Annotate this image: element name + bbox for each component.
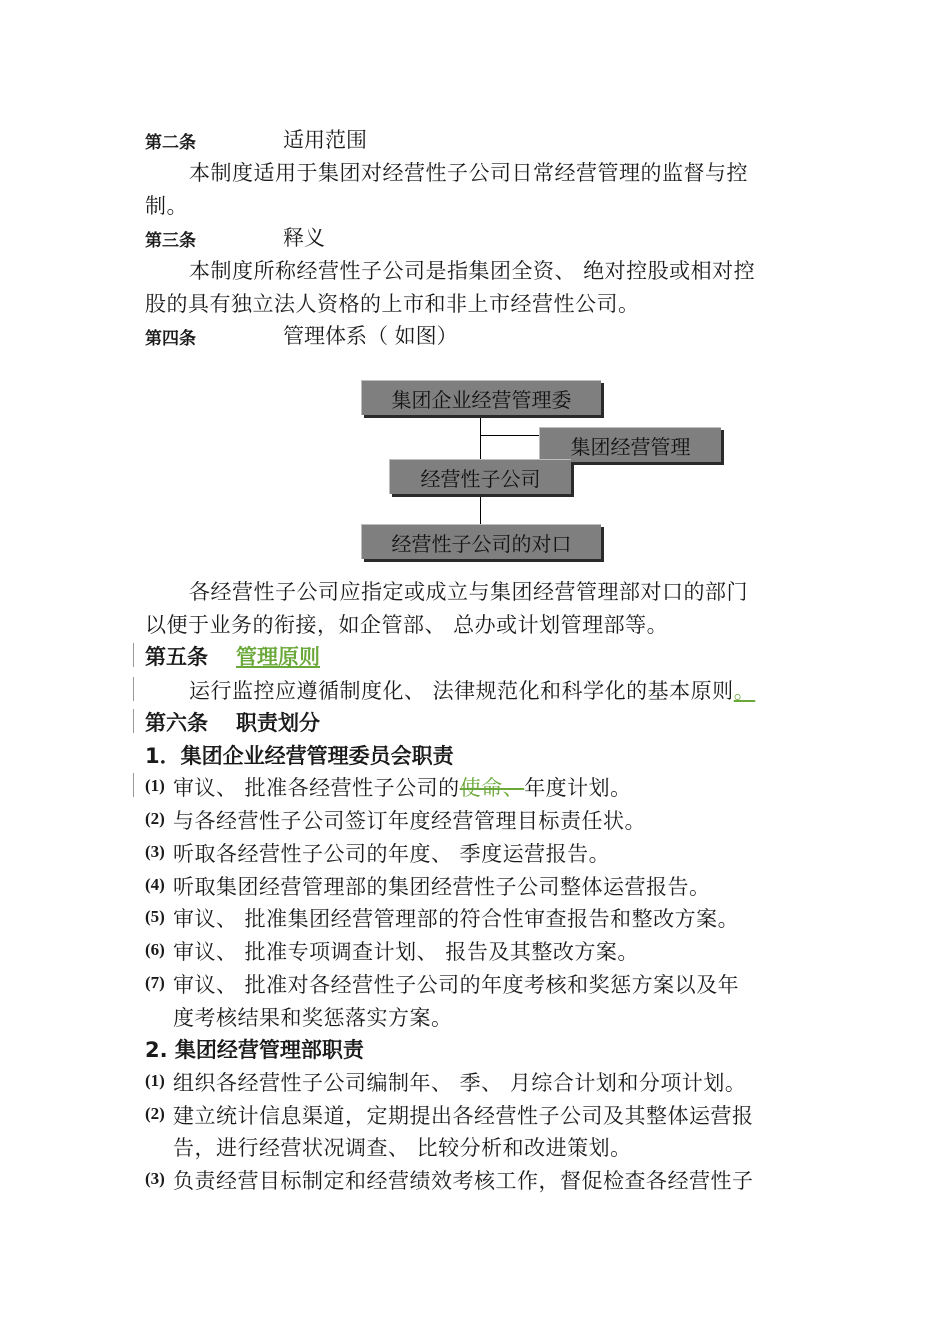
article-2-line-2: 制。 xyxy=(145,194,188,218)
section-1-title: 1．集团企业经营管理委员会职责 xyxy=(145,744,454,768)
sec1-item-6: 审议、 批准专项调查计划、 报告及其整改方案。 xyxy=(173,940,639,964)
article-2-title: 适用范围 xyxy=(283,128,367,152)
item-number: (1) xyxy=(145,1071,165,1090)
diagram-branch-line xyxy=(480,435,540,436)
sec1-item-3: 听取各经营性子公司的年度、 季度运营报告。 xyxy=(173,842,611,866)
revision-bar xyxy=(133,643,134,667)
item-number: (5) xyxy=(145,907,165,926)
article-4-title: 管理体系（ 如图） xyxy=(283,324,458,348)
article-3-line-2: 股的具有独立法人资格的上市和非上市经营性公司。 xyxy=(145,292,640,316)
article-4-number: 第四条 xyxy=(145,329,196,349)
sec1-item-1-pre: 审议、 批准各经营性子公司的 xyxy=(173,776,460,800)
item-number: (6) xyxy=(145,940,165,959)
para4-line-2: 以便于业务的衔接，如企管部、 总办或计划管理部等。 xyxy=(145,613,669,637)
section-2-title: 2. 集团经营管理部职责 xyxy=(145,1038,364,1062)
diagram-box-committee xyxy=(361,380,601,415)
sec2-item-3: 负责经营目标制定和经营绩效考核工作，督促检查各经营性子 xyxy=(173,1169,754,1193)
article-5-title: 管理原则 xyxy=(236,645,320,669)
diagram-box-counterpart xyxy=(361,524,601,559)
sec1-item-7: 审议、 批准对各经营性子公司的年度考核和奖惩方案以及年 xyxy=(173,973,740,997)
sec1-item-1 xyxy=(173,772,632,802)
diagram-box-committee-label: 集团企业经营管理委 xyxy=(391,387,572,412)
item-number: (3) xyxy=(145,1169,165,1188)
article-5-end-mark: 。 xyxy=(733,679,756,703)
article-5-number: 第五条 xyxy=(145,645,208,669)
diagram-box-management xyxy=(539,427,721,462)
article-3-line-1: 本制度所称经营性子公司是指集团全资、 绝对控股或相对控 xyxy=(189,259,756,283)
article-2-number: 第二条 xyxy=(145,133,196,153)
article-3-title: 释义 xyxy=(283,226,325,250)
item-number: (3) xyxy=(145,842,165,861)
item-number: (2) xyxy=(145,1104,165,1123)
para4-line-1: 各经营性子公司应指定或成立与集团经营管理部对口的部门 xyxy=(189,580,748,604)
item-number: (4) xyxy=(145,875,165,894)
item-number: (7) xyxy=(145,973,165,992)
diagram-box-management-label: 集团经营管理 xyxy=(570,434,691,459)
sec2-item-1: 组织各经营性子公司编制年、 季、 月综合计划和分项计划。 xyxy=(173,1071,747,1095)
article-3-number: 第三条 xyxy=(145,231,196,251)
article-2-line-1: 本制度适用于集团对经营性子公司日常经营管理的监督与控 xyxy=(189,161,748,185)
sec1-item-1-post: 年度计划。 xyxy=(524,776,632,800)
article-6-title: 职责划分 xyxy=(236,711,320,735)
sec2-item-2: 建立统计信息渠道，定期提出各经营性子公司及其整体运营报 xyxy=(173,1104,754,1128)
article-5-text: 运行监控应遵循制度化、 法律规范化和科学化的基本原则 xyxy=(189,679,734,703)
sec1-item-2: 与各经营性子公司签订年度经营管理目标责任状。 xyxy=(173,809,646,833)
diagram-box-counterpart-label: 经营性子公司的对口 xyxy=(391,531,572,556)
item-number: (2) xyxy=(145,809,165,828)
sec1-item-5: 审议、 批准集团经营管理部的符合性审查报告和整改方案。 xyxy=(173,907,740,931)
article-5-line xyxy=(189,675,755,705)
item-number: (1) xyxy=(145,776,165,795)
revision-bar xyxy=(133,773,134,797)
diagram-box-subsidiary-label: 经营性子公司 xyxy=(420,466,541,491)
sec1-item-4: 听取集团经营管理部的集团经营性子公司整体运营报告。 xyxy=(173,875,711,899)
sec1-item-7-cont: 度考核结果和奖惩落实方案。 xyxy=(173,1006,453,1030)
diagram-box-subsidiary xyxy=(389,459,571,494)
revision-bar xyxy=(133,677,134,701)
article-6-number: 第六条 xyxy=(145,711,208,735)
revision-bar xyxy=(133,709,134,733)
sec2-item-2-cont: 告，进行经营状况调查、 比较分析和改进策划。 xyxy=(173,1136,632,1160)
sec1-item-1-deleted: 使命、 xyxy=(459,776,525,800)
